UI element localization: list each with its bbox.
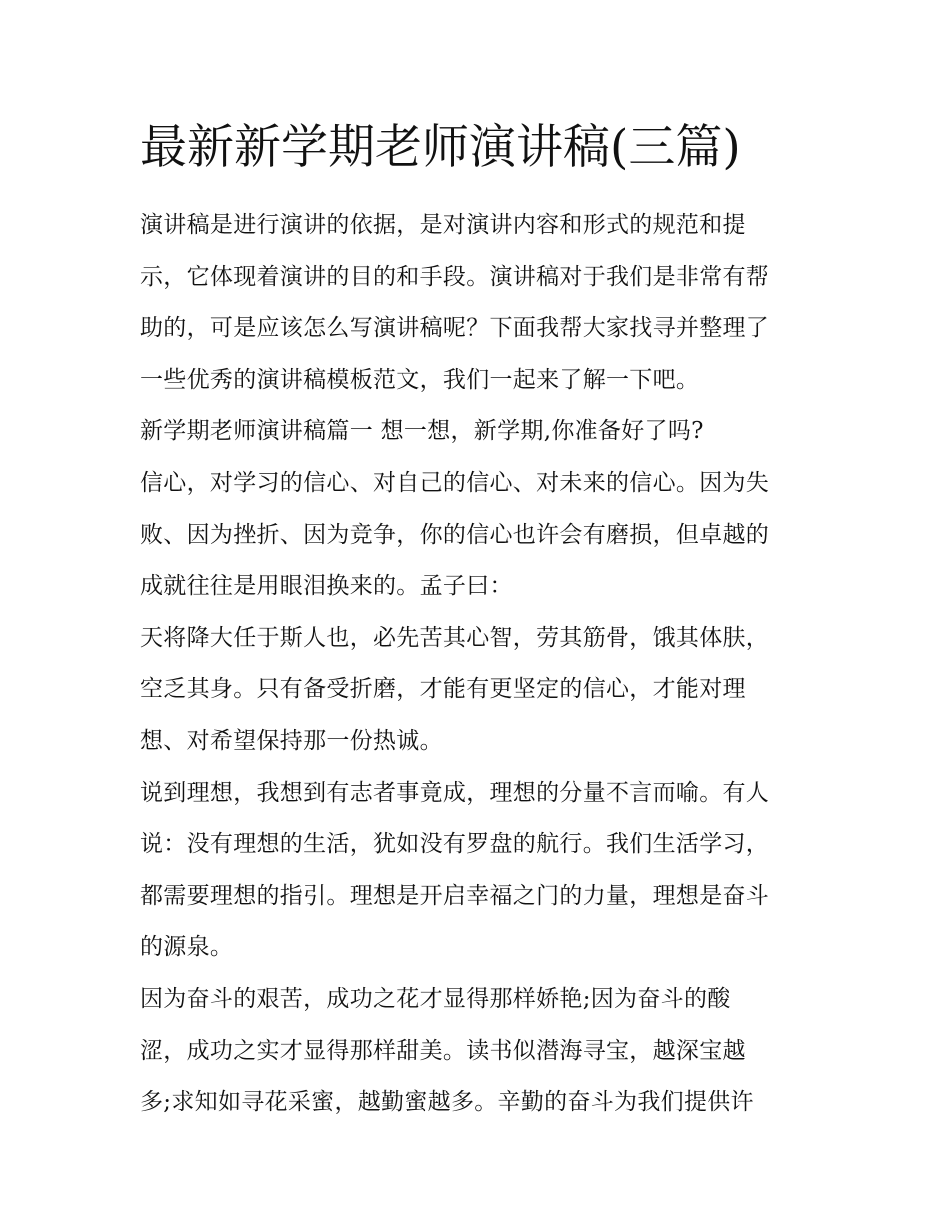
body-line: 一些优秀的演讲稿模板范文，我们一起来了解一下吧。 <box>140 366 700 393</box>
body-line: 的源泉。 <box>140 934 234 961</box>
document-title: 最新新学期老师演讲稿(三篇) <box>140 120 741 175</box>
body-line: 助的，可是应该怎么写演讲稿呢？下面我帮大家找寻并整理了 <box>140 315 770 342</box>
section-heading-line: 新学期老师演讲稿篇一 想一想，新学期,你准备好了吗? <box>140 418 704 445</box>
body-line: 示，它体现着演讲的目的和手段。演讲稿对于我们是非常有帮 <box>140 263 770 290</box>
body-line: 信心，对学习的信心、对自己的信心、对未来的信心。因为失 <box>140 469 770 496</box>
body-line: 说到理想，我想到有志者事竟成，理想的分量不言而喻。有人 <box>140 779 770 806</box>
body-line: 演讲稿是进行演讲的依据，是对演讲内容和形式的规范和提 <box>140 212 746 238</box>
body-line: 多;求知如寻花采蜜，越勤蜜越多。辛勤的奋斗为我们提供许 <box>140 1089 754 1116</box>
body-line: 因为奋斗的艰苦，成功之花才显得那样娇艳;因为奋斗的酸 <box>140 985 731 1012</box>
body-line: 都需要理想的指引。理想是开启幸福之门的力量，理想是奋斗 <box>140 882 770 909</box>
body-line: 涩，成功之实才显得那样甜美。读书似潜海寻宝，越深宝越 <box>140 1037 746 1064</box>
body-line: 空乏其身。只有备受折磨，才能有更坚定的信心，才能对理 <box>140 676 746 703</box>
body-line: 想、对希望保持那一份热诚。 <box>140 727 443 754</box>
body-line: 成就往往是用眼泪换来的。孟子曰： <box>140 573 513 600</box>
document-body <box>140 200 820 1129</box>
body-line: 说：没有理想的生活，犹如没有罗盘的航行。我们生活学习， <box>140 831 770 858</box>
body-line: 败、因为挫折、因为竞争，你的信心也许会有磨损，但卓越的 <box>140 521 770 548</box>
body-line: 天将降大任于斯人也，必先苦其心智，劳其筋骨，饿其体肤， <box>140 624 770 651</box>
